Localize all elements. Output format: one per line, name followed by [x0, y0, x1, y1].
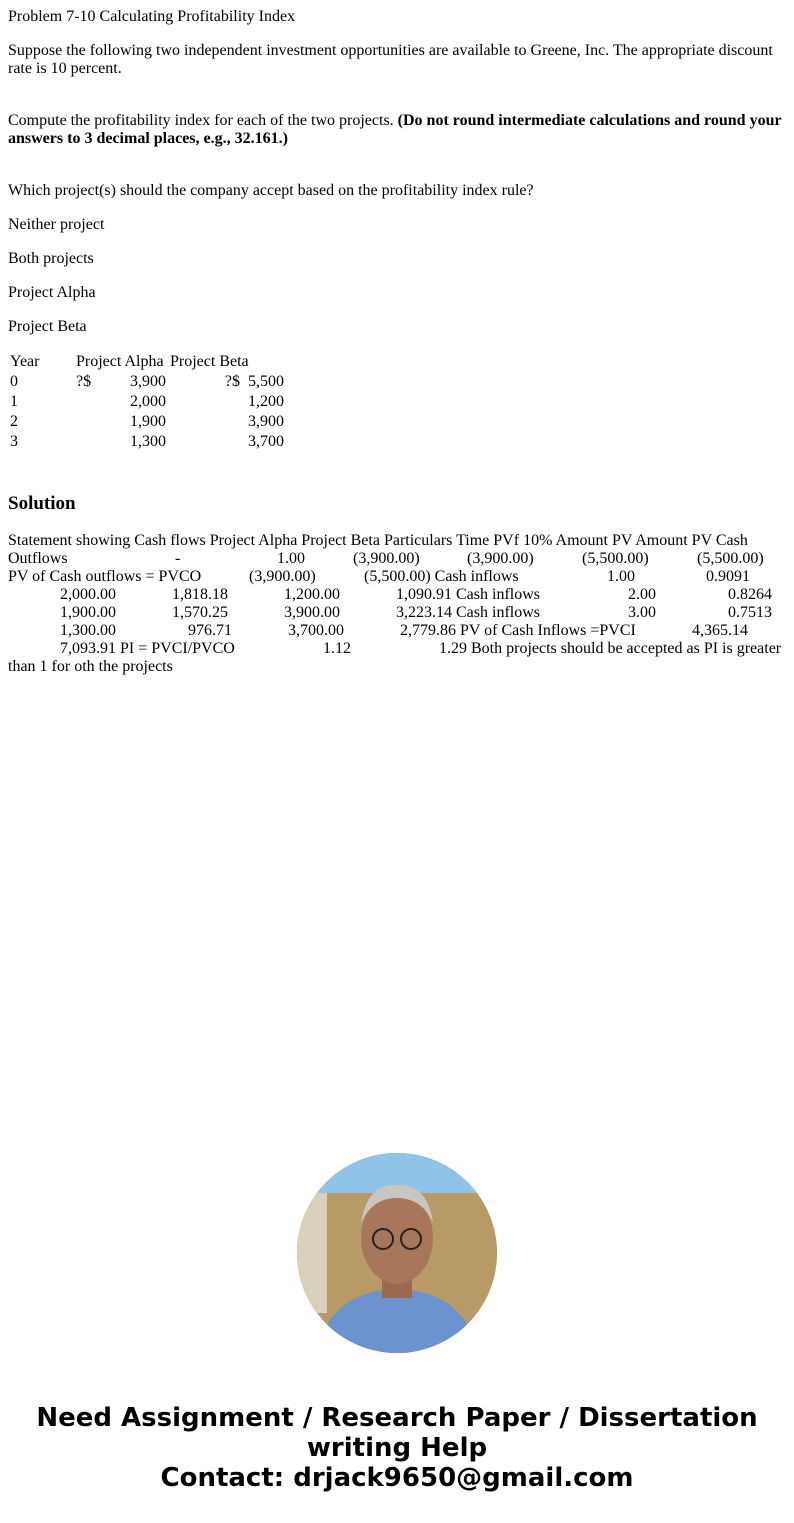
- option-alpha: Project Alpha: [8, 284, 96, 301]
- author-photo: [297, 1153, 497, 1353]
- solution-token: 2,000.00: [60, 586, 116, 603]
- table-row: [8, 392, 286, 412]
- table-cell: ?$: [224, 373, 240, 390]
- solution-token: 1.00: [277, 550, 305, 567]
- table-cell: [168, 392, 242, 412]
- solution-token: -: [175, 550, 181, 567]
- footer-line: Need Assignment / Research Paper / Dissertation: [36, 1403, 758, 1433]
- solution-token: Outflows: [8, 550, 68, 567]
- solution-token: (3,900.00): [249, 568, 316, 585]
- header-alpha: Project Alpha: [76, 353, 164, 370]
- table-cell: 0: [10, 373, 18, 390]
- solution-token: 1,900.00: [60, 604, 116, 621]
- table-cell: [168, 432, 242, 452]
- solution-token: 1,818.18: [172, 586, 228, 603]
- instruction-bold: (Do not round intermediate calculations and round your answers to 3 decimal places, e.g., 32.161.): [8, 112, 782, 147]
- solution-token: 1.00: [607, 568, 635, 585]
- table-cell: 3: [10, 433, 18, 450]
- table-cell: ?$: [76, 373, 92, 390]
- solution-token: (5,500.00): [582, 550, 649, 567]
- solution-token: (5,500.00): [697, 550, 764, 567]
- solution-token: 2.00: [628, 586, 656, 603]
- intro-text: Suppose the following two independent investment opportunities are available to Greene, Inc. The appropriate discount rate is 10 percent.: [8, 42, 773, 77]
- solution-token: 2,779.86 PV of Cash Inflows =PVCI: [400, 622, 636, 639]
- table-cell: 1,300: [130, 433, 166, 450]
- solution-token: 3.00: [628, 604, 656, 621]
- solution-token: 4,365.14: [692, 622, 748, 639]
- solution-token: 1.29 Both projects should be accepted as PI is greater: [439, 640, 782, 657]
- solution-token: 0.7513: [728, 604, 772, 621]
- solution-token: than 1 for oth the projects: [8, 658, 173, 675]
- table-cell: [74, 412, 107, 432]
- solution-token: (5,500.00) Cash inflows: [364, 568, 519, 585]
- solution-token: 976.71: [188, 622, 232, 639]
- table-row: [8, 372, 286, 392]
- solution-token: 3,700.00: [288, 622, 344, 639]
- table-cell: [74, 432, 107, 452]
- option-neither: Neither project: [8, 216, 105, 233]
- solution-token: PV of Cash outflows = PVCO: [8, 568, 202, 585]
- solution-heading: Solution: [8, 493, 76, 514]
- option-beta: Project Beta: [8, 318, 87, 335]
- table-cell: [168, 412, 242, 432]
- question: Which project(s) should the company accept based on the profitability index rule?: [8, 182, 534, 199]
- solution-token: 3,900.00: [284, 604, 340, 621]
- footer-ad: [0, 1403, 794, 1493]
- solution-token: (3,900.00): [353, 550, 420, 567]
- table-cell: 1,900: [130, 413, 166, 430]
- header-beta: Project Beta: [170, 353, 249, 370]
- solution-token: 1,570.25: [172, 604, 228, 621]
- table-row: [8, 432, 286, 452]
- solution-token: 7,093.91 PI = PVCI/PVCO: [60, 640, 235, 657]
- table-cell: [74, 392, 107, 412]
- solution-token: 1.12: [323, 640, 351, 657]
- solution-token: (3,900.00): [467, 550, 534, 567]
- table-cell: 5,500: [248, 373, 284, 390]
- table-cell: 2: [10, 413, 18, 430]
- table-cell: 3,900: [130, 373, 166, 390]
- solution-token: 0.9091: [706, 568, 750, 585]
- solution-token: Statement showing Cash flows Project Alpha Project Beta Particulars Time PVf 10% Amount PV Amount PV Cash: [8, 532, 748, 549]
- solution-token: 3,223.14 Cash inflows: [396, 604, 540, 621]
- table-cell: 2,000: [130, 393, 166, 410]
- solution-token: 0.8264: [728, 586, 772, 603]
- instruction: [8, 112, 784, 148]
- solution-token: 1,300.00: [60, 622, 116, 639]
- footer-contact: Contact: drjack9650@gmail.com: [160, 1463, 634, 1493]
- table-row: [8, 412, 286, 432]
- solution-token: 1,200.00: [284, 586, 340, 603]
- problem-title: Problem 7-10 Calculating Profitability Index: [8, 8, 296, 25]
- cash-flow-table: [8, 352, 286, 452]
- table-cell: 3,700: [248, 433, 284, 450]
- table-cell: 1: [10, 393, 18, 410]
- option-both: Both projects: [8, 250, 94, 267]
- table-cell: 3,900: [248, 413, 284, 430]
- table-cell: 1,200: [248, 393, 284, 410]
- footer-line: writing Help: [306, 1433, 488, 1463]
- instruction-text: Compute the profitability index for each of the two projects.: [8, 112, 394, 129]
- header-year: Year: [10, 353, 40, 370]
- solution-token: 1,090.91 Cash inflows: [396, 586, 540, 603]
